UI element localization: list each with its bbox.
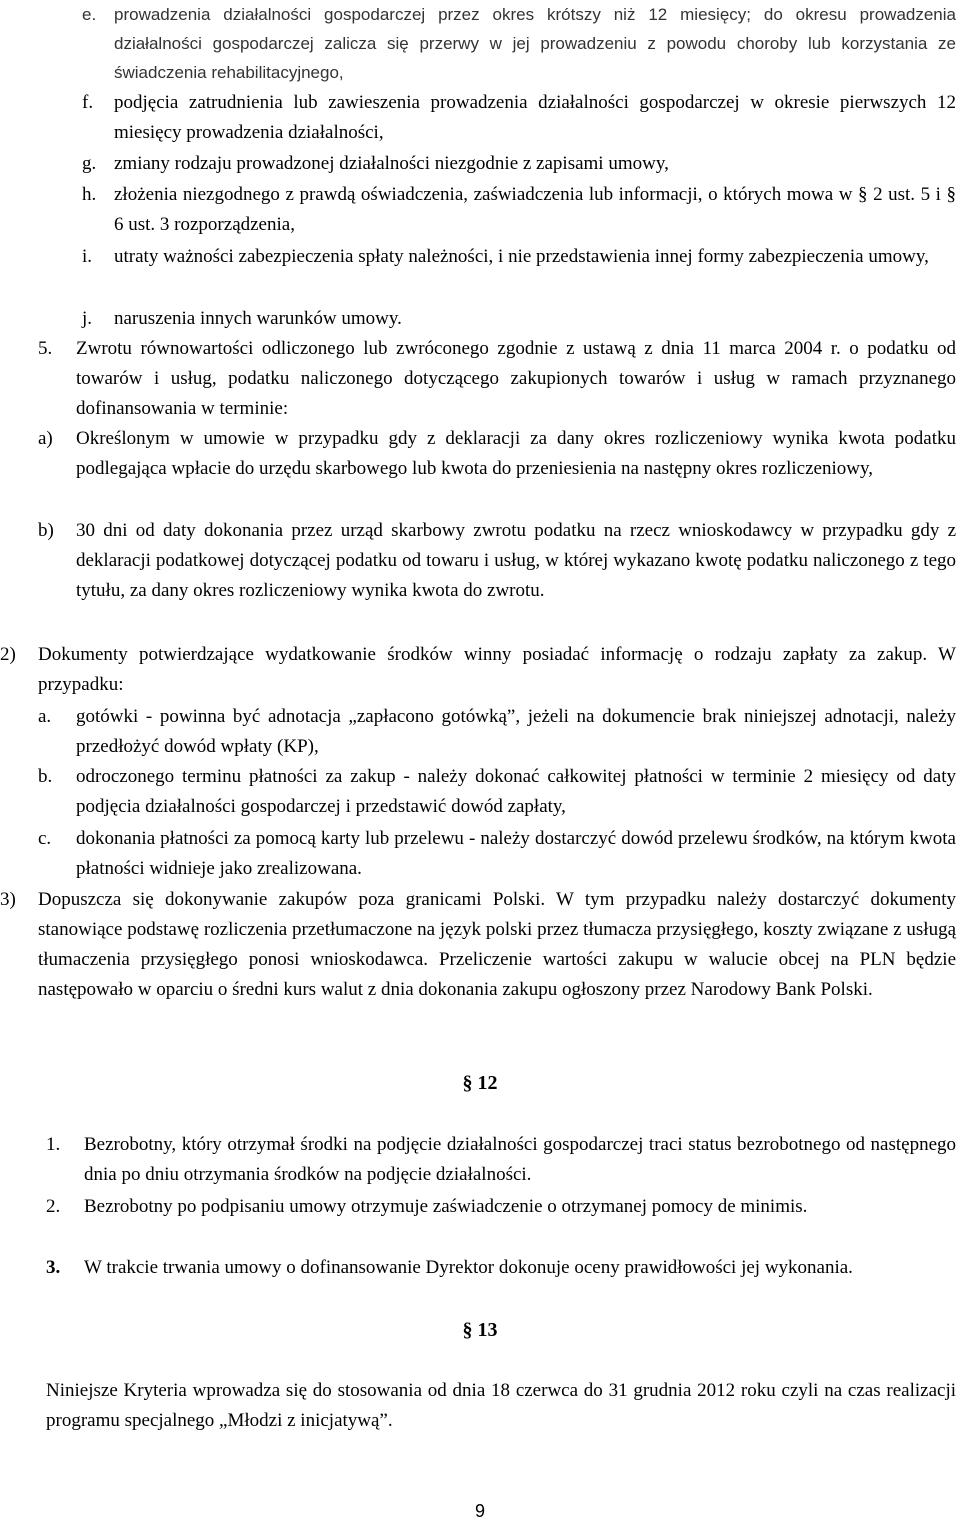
list-label: h.	[82, 184, 97, 205]
list-text: Zwrotu równowartości odliczonego lub zwróconego zgodnie z ustawą z dnia 11 marca 2004 r. o podatku od towarów i usług, podatku naliczonego dotyczącego zakupionych towarów i usług w ramach przyznanego dofinansowania w terminie:	[76, 338, 956, 419]
list-label: 3)	[0, 889, 16, 910]
list-label: 5.	[38, 338, 53, 359]
section-13-heading: § 13	[462, 1319, 498, 1341]
page-number: 9	[474, 1501, 485, 1521]
list-label: b)	[38, 520, 54, 541]
list-text: Dopuszcza się dokonywanie zakupów poza granicami Polski. W tym przypadku należy dostarczyć dokumenty stanowiące podstawę rozliczenia przetłumaczone na język polski przez tłumacza przysięgłego, koszty związane z usługą tłumaczenia przysięgłego ponosi wnioskodawca. Przeliczenie wartości zakupu w walucie obcej na PLN będzie następowało w oparciu o średni kurs walut z dnia dokonania zakupu ogłoszony przez Narodowy Bank Polski.	[38, 889, 956, 1000]
list-text: gotówki - powinna być adnotacja „zapłacono gotówką”, jeżeli na dokumencie brak niniejszej adnotacji, należy przedłożyć dowód wpłaty (KP),	[76, 706, 956, 757]
list-label: f.	[82, 92, 94, 113]
list-text: Bezrobotny po podpisaniu umowy otrzymuje zaświadczenie o otrzymanej pomocy de minimis.	[84, 1196, 808, 1217]
list-label: 2)	[0, 644, 16, 665]
list-text: prowadzenia działalności gospodarczej przez okres krótszy niż 12 miesięcy; do okresu prowadzenia działalności gospodarczej zalicza się przerwy w jej prowadzeniu z powodu choroby lub korzystania ze świadczenia rehabilitacyjnego,	[114, 5, 956, 82]
list-text: zmiany rodzaju prowadzonej działalności niezgodnie z zapisami umowy,	[114, 153, 669, 174]
list-label: 2.	[46, 1196, 61, 1217]
list-label: i.	[82, 246, 93, 267]
list-text: podjęcia zatrudnienia lub zawieszenia prowadzenia działalności gospodarczej w okresie pierwszych 12 miesięcy prowadzenia działalności,	[114, 92, 956, 143]
list-text: 30 dni od daty dokonania przez urząd skarbowy zwrotu podatku na rzecz wnioskodawcy w przypadku gdy z deklaracji podatkowej dotyczącej podatku od towaru i usług, w której wykazano kwotę podatku naliczonego z tego tytułu, za dany okres rozliczeniowy wynika kwota do zwrotu.	[76, 520, 956, 601]
list-text: odroczonego terminu płatności za zakup - należy dokonać całkowitej płatności w terminie 2 miesięcy od daty podjęcia działalności gospodarczej i przedstawić dowód zapłaty,	[76, 766, 956, 817]
list-label: e.	[82, 5, 97, 24]
list-text: Bezrobotny, który otrzymał środki na podjęcie działalności gospodarczej traci status bezrobotnego od następnego dnia po dniu otrzymania środków na podjęcie działalności.	[84, 1134, 956, 1185]
list-label: a.	[38, 706, 52, 727]
section-13-text: Niniejsze Kryteria wprowadza się do stosowania od dnia 18 czerwca do 31 grudnia 2012 roku czyli na czas realizacji programu specjalnego „Młodzi z inicjatywą”.	[46, 1380, 956, 1431]
list-text: Określonym w umowie w przypadku gdy z deklaracji za dany okres rozliczeniowy wynika kwota podatku podlegająca wpłacie do urzędu skarbowego lub kwota do przeniesienia na następny okres rozliczeniowy,	[76, 428, 956, 479]
list-text: złożenia niezgodnego z prawdą oświadczenia, zaświadczenia lub informacji, o których mowa w § 2 ust. 5 i § 6 ust. 3 rozporządzenia,	[114, 184, 956, 235]
list-label: b.	[38, 766, 53, 787]
list-label: a)	[38, 428, 53, 449]
list-text: Dokumenty potwierdzające wydatkowanie środków winny posiadać informację o rodzaju zapłaty za zakup. W przypadku:	[38, 644, 956, 695]
list-label: j.	[82, 308, 93, 329]
list-label: 1.	[46, 1134, 61, 1155]
list-text: naruszenia innych warunków umowy.	[114, 308, 402, 329]
section-12-heading: § 12	[462, 1072, 498, 1094]
list-label: g.	[82, 153, 97, 174]
list-label: c.	[38, 828, 52, 849]
list-label: 3.	[46, 1257, 61, 1278]
list-text: W trakcie trwania umowy o dofinansowanie Dyrektor dokonuje oceny prawidłowości jej wykonania.	[84, 1257, 853, 1278]
list-text: dokonania płatności za pomocą karty lub przelewu - należy dostarczyć dowód przelewu środków, na którym kwota płatności widnieje jako zrealizowana.	[76, 828, 956, 879]
list-text: utraty ważności zabezpieczenia spłaty należności, i nie przedstawienia innej formy zabezpieczenia umowy,	[114, 246, 929, 267]
